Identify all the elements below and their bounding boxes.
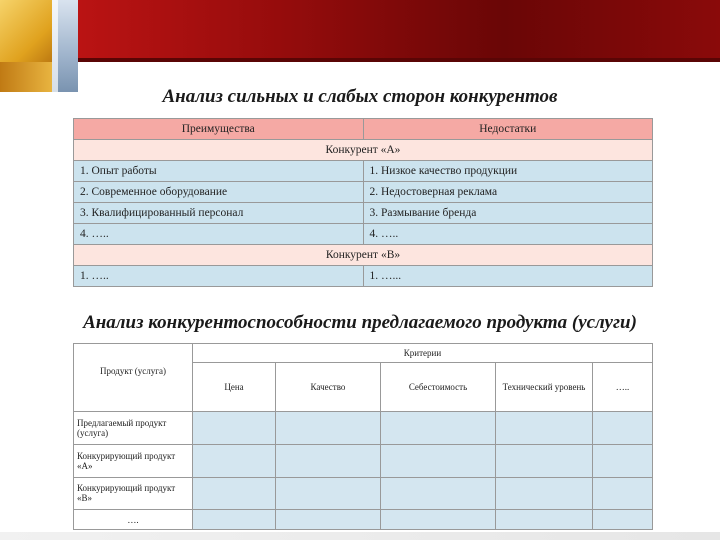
table-cell bbox=[381, 477, 496, 510]
decorative-stripe bbox=[52, 0, 58, 92]
disadvantages-header: Недостатки bbox=[363, 119, 653, 140]
table-cell: 2. Недостоверная реклама bbox=[363, 182, 653, 203]
criteria-header: Критерии bbox=[193, 344, 653, 363]
table-cell bbox=[276, 412, 381, 445]
table-cell bbox=[193, 477, 276, 510]
competitor-strengths-table bbox=[73, 118, 653, 287]
table-cell: 1. Опыт работы bbox=[74, 161, 364, 182]
table-cell: 3. Квалифицированный персонал bbox=[74, 203, 364, 224]
row-label: …. bbox=[74, 510, 193, 530]
header-banner bbox=[0, 0, 720, 62]
table-cell bbox=[276, 477, 381, 510]
table-cell: 4. ….. bbox=[363, 224, 653, 245]
table-cell bbox=[496, 412, 593, 445]
table-cell: 3. Размывание бренда bbox=[363, 203, 653, 224]
row-label: Конкурирующий продукт «В» bbox=[74, 477, 193, 510]
table-cell: 4. ….. bbox=[74, 224, 364, 245]
competitiveness-table bbox=[73, 343, 653, 530]
table-cell bbox=[276, 444, 381, 477]
row-label: Предлагаемый продукт (услуга) bbox=[74, 412, 193, 445]
table-cell bbox=[593, 444, 653, 477]
table-cell bbox=[593, 477, 653, 510]
table-cell: 1. Низкое качество продукции bbox=[363, 161, 653, 182]
table-cell bbox=[381, 510, 496, 530]
footer-bar bbox=[0, 532, 720, 540]
table-cell bbox=[381, 444, 496, 477]
banner-shadow bbox=[0, 58, 720, 62]
competitiveness-title: Анализ конкурентоспособности предлагаемого продукта (услуги) bbox=[83, 312, 637, 333]
competitor-b-header: Конкурент «В» bbox=[74, 245, 653, 266]
column-header-more: ….. bbox=[593, 363, 653, 412]
table-cell bbox=[593, 510, 653, 530]
table-cell bbox=[381, 412, 496, 445]
table-cell bbox=[496, 444, 593, 477]
table-cell: 2. Современное оборудование bbox=[74, 182, 364, 203]
column-header-quality: Качество bbox=[276, 363, 381, 412]
table-cell bbox=[193, 444, 276, 477]
advantages-header: Преимущества bbox=[74, 119, 364, 140]
column-header-cost: Себестоимость bbox=[381, 363, 496, 412]
competitor-a-header: Конкурент «А» bbox=[74, 140, 653, 161]
table-cell bbox=[276, 510, 381, 530]
product-header: Продукт (услуга) bbox=[74, 344, 193, 412]
column-header-price: Цена bbox=[193, 363, 276, 412]
gold-bars-image bbox=[0, 0, 78, 92]
row-label: Конкурирующий продукт «А» bbox=[74, 444, 193, 477]
table-cell bbox=[593, 412, 653, 445]
table-cell: 1. ….. bbox=[74, 266, 364, 287]
table-cell bbox=[193, 412, 276, 445]
column-header-tech-level: Технический уровень bbox=[496, 363, 593, 412]
table-cell: 1. …... bbox=[363, 266, 653, 287]
table-cell bbox=[193, 510, 276, 530]
swot-title: Анализ сильных и слабых сторон конкурентов bbox=[162, 86, 558, 107]
table-cell bbox=[496, 477, 593, 510]
table-cell bbox=[496, 510, 593, 530]
